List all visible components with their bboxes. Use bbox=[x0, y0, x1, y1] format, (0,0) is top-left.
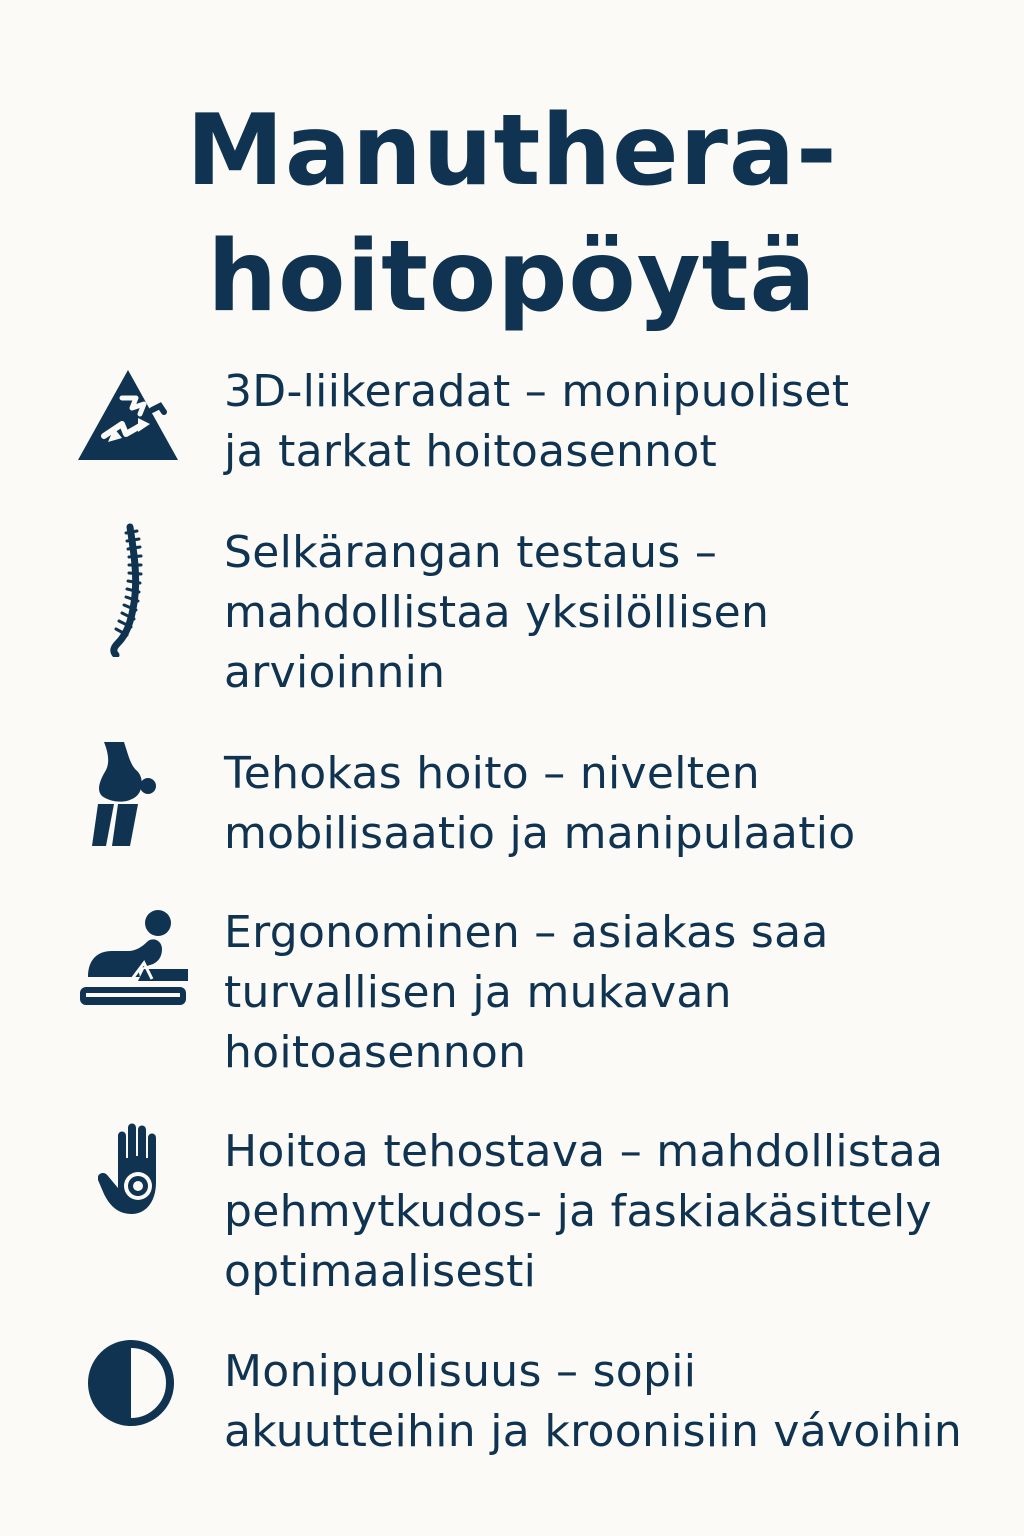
person-on-table-icon bbox=[78, 907, 188, 1007]
feature-text-line: arvioinnin bbox=[224, 647, 446, 698]
feature-text-line: mobilisaatio ja manipulaatio bbox=[224, 808, 856, 859]
feature-text bbox=[224, 1342, 1004, 1462]
feature-text-line: turvallisen ja mukavan bbox=[224, 967, 732, 1018]
feature-text-line: Selkärangan testaus – bbox=[224, 527, 718, 578]
title-line-1: Manuthera- bbox=[186, 94, 838, 208]
feature-text-line: Monipuolisuus – sopii bbox=[224, 1346, 697, 1397]
feature-text-line: akuutteihin ja kroonisiin vávoihin bbox=[224, 1406, 963, 1457]
knee-joint-icon bbox=[90, 740, 158, 850]
title-line-2: hoitopöytä bbox=[207, 220, 817, 334]
feature-text-line: hoitoasennon bbox=[224, 1027, 527, 1078]
feature-text-line: Ergonominen – asiakas saa bbox=[224, 907, 829, 958]
page-title bbox=[0, 88, 1024, 340]
triangle-motion-icon bbox=[74, 364, 182, 464]
feature-text bbox=[224, 362, 1004, 482]
feature-text-line: optimaalisesti bbox=[224, 1246, 537, 1297]
feature-text-line: pehmytkudos- ja faskiakäsittely bbox=[224, 1186, 932, 1237]
feature-text-line: Tehokas hoito – nivelten bbox=[224, 748, 760, 799]
feature-text-line: 3D-liikeradat – monipuoliset bbox=[224, 366, 850, 417]
feature-text-line: mahdollistaa yksilöllisen bbox=[224, 587, 770, 638]
feature-text bbox=[224, 523, 1004, 703]
feature-text-line: Hoitoa tehostava – mahdollistaa bbox=[224, 1126, 944, 1177]
feature-text-line: ja tarkat hoitoasennot bbox=[224, 426, 718, 477]
feature-text bbox=[224, 1122, 1004, 1302]
spine-icon bbox=[104, 523, 144, 657]
feature-text bbox=[224, 903, 1004, 1083]
half-circle-icon bbox=[86, 1338, 176, 1428]
feature-text bbox=[224, 744, 1004, 864]
hand-target-icon bbox=[98, 1122, 178, 1218]
